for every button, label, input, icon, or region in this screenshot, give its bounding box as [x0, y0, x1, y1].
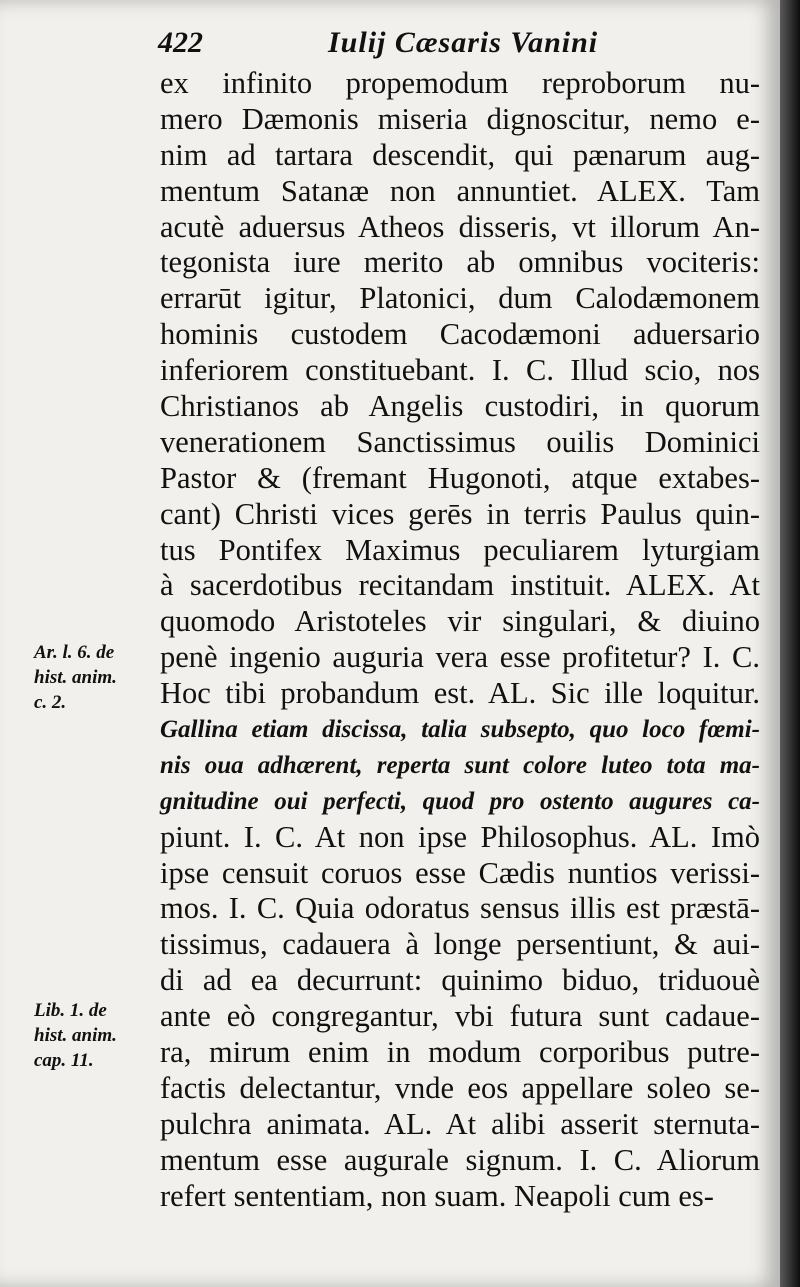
text-line: mero Dæmonis miseria dignoscitur, nemo e-	[160, 101, 760, 136]
body-text	[160, 66, 760, 1215]
margin-note-line: Ar. l. 6. de	[34, 642, 115, 663]
text-line: tissimus, cadauera à longe persentiunt, & aui-	[160, 927, 760, 962]
page-number: 422	[158, 26, 203, 59]
text-line: tus Pontifex Maximus peculiarem lyturgiam	[160, 532, 760, 567]
text-line: piunt. I. C. At non ipse Philosophus. AL. Imò	[160, 819, 760, 854]
text-line: acutè aduersus Atheos disseris, vt illorum An-	[160, 209, 760, 244]
text-line: Pastor & (fremant Hugonoti, atque extabes-	[160, 460, 760, 495]
text-line: nim ad tartara descendit, qui pænarum aug-	[160, 137, 760, 172]
text-line: refert sententiam, non suam. Neapoli cum es-	[160, 1178, 714, 1213]
text-line: pulchra animata. AL. At alibi asserit sternuta-	[160, 1106, 760, 1141]
text-line: ra, mirum enim in modum corporibus putre-	[160, 1035, 760, 1070]
text-line: nis oua adhærent, reperta sunt colore luteo tota ma-	[160, 751, 760, 779]
text-line: Gallina etiam discissa, talia subsepto, quo loco fœmi-	[160, 716, 760, 744]
text-line: mentum esse augurale signum. I. C. Aliorum	[160, 1142, 760, 1177]
text-line: Hoc tibi probandum est. AL. Sic ille loquitur.	[160, 676, 760, 711]
text-line: venerationem Sanctissimus ouilis Dominici	[160, 424, 760, 459]
text-line: cant) Christi vices gerēs in terris Paulus quin-	[160, 496, 760, 531]
text-line: inferiorem constituebant. I. C. Illud scio, nos	[160, 353, 760, 388]
margin-note-hist-anim	[34, 998, 154, 1073]
text-line: quomodo Aristoteles vir singulari, & diuino	[160, 604, 760, 639]
text-line: Christianos ab Angelis custodiri, in quorum	[160, 389, 760, 424]
margin-note-line: Lib. 1. de	[34, 1000, 107, 1021]
margin-note-line: hist. anim.	[34, 667, 117, 688]
text-line: di ad ea decurrunt: quinimo biduo, triduouè	[160, 963, 760, 998]
text-line: hominis custodem Cacodæmoni aduersario	[160, 317, 760, 352]
text-line: penè ingenio auguria vera esse profitetur? I. C.	[160, 640, 760, 675]
text-line: tegonista iure merito ab omnibus vociteris:	[160, 245, 760, 280]
text-line: à sacerdotibus recitandam instituit. ALEX. At	[160, 568, 760, 603]
text-line: factis delectantur, vnde eos appellare soleo se-	[160, 1070, 760, 1105]
text-line: mentum Satanæ non annuntiet. ALEX. Tam	[160, 173, 760, 208]
text-line: gnitudine oui perfecti, quod pro ostento augures ca-	[160, 787, 760, 815]
text-line: mos. I. C. Quia odoratus sensus illis est præstā-	[160, 891, 760, 926]
margin-note-line: cap. 11.	[34, 1050, 94, 1071]
text-line: ante eò congregantur, vbi futura sunt cadaue-	[160, 999, 760, 1034]
margin-note-line: c. 2.	[34, 692, 67, 713]
text-line: ex infinito propemodum reproborum nu-	[160, 66, 760, 100]
page-header	[158, 26, 758, 66]
page-edge-shadow	[780, 0, 800, 1287]
margin-note-aristotle	[34, 640, 154, 715]
margin-note-line: hist. anim.	[34, 1025, 117, 1046]
text-line: ipse censuit coruos esse Cædis nuntios verissi-	[160, 855, 760, 890]
running-head: Iulij Cæsaris Vanini	[328, 26, 599, 59]
text-line: errarūt igitur, Platonici, dum Calodæmonem	[160, 281, 760, 316]
